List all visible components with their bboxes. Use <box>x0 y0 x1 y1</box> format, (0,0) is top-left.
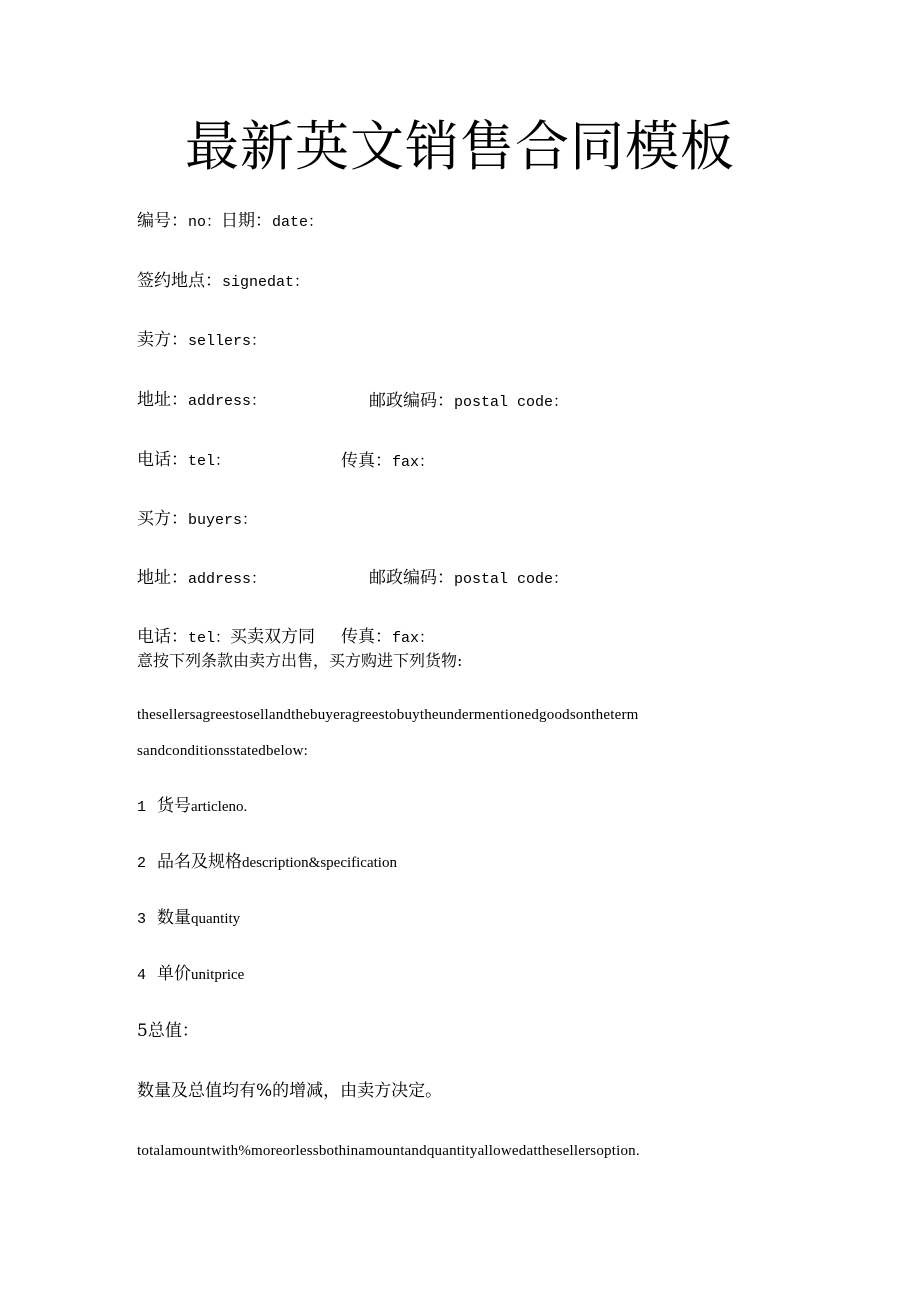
item-number: 1 <box>137 799 147 816</box>
signed-at-row <box>137 270 309 294</box>
tolerance-cn-row <box>137 1080 442 1102</box>
buyer-postal-label-en: postal code： <box>454 571 569 588</box>
buyer-tel-tail-cn: 买卖双方同 <box>230 627 316 647</box>
seller-address-label-en: address： <box>188 393 267 410</box>
buyer-fax-label-en: fax： <box>392 630 435 647</box>
signed-at-label-cn: 签约地点： <box>137 271 222 291</box>
date-label-en: date： <box>272 214 324 231</box>
number-label-en: no： <box>188 214 222 231</box>
seller-row <box>137 329 266 353</box>
item-label-en: description&specification <box>242 855 397 871</box>
item-label-cn: 单价 <box>157 964 191 984</box>
seller-postal-row <box>369 390 568 414</box>
buyer-tel-row <box>137 626 315 650</box>
item-label-en: unitprice <box>191 967 245 983</box>
item-label-en: quantity <box>191 911 241 927</box>
item-label-cn: 品名及规格 <box>157 852 242 872</box>
seller-fax-row <box>341 450 434 474</box>
total-value-label: 5总值： <box>137 1021 199 1041</box>
seller-address-label-cn: 地址： <box>137 390 188 410</box>
item-row <box>137 795 247 819</box>
buyer-fax-row <box>341 626 434 650</box>
seller-address-row <box>137 389 266 413</box>
agreement-en-line2: sandconditionsstatedbelow: <box>137 743 309 759</box>
signed-at-label-en: signedat： <box>222 274 310 291</box>
buyer-address-row <box>137 567 266 591</box>
buyer-address-label-cn: 地址： <box>137 568 188 588</box>
document-title: 最新英文销售合同模板 <box>185 115 735 178</box>
buyer-tel-label-cn: 电话： <box>137 627 188 647</box>
seller-postal-label-cn: 邮政编码： <box>369 391 454 411</box>
date-label-cn: 日期： <box>221 211 273 231</box>
tolerance-en-row: totalamountwith%moreorlessbothinamountandquantityallowedatthesellersoption. <box>137 1143 640 1159</box>
item-label-cn: 数量 <box>157 908 191 928</box>
agreement-en-line1: thesellersagreestosellandthebuyeragreestobuytheundermentionedgoodsontheterm <box>137 707 639 723</box>
tolerance-cn-text: 数量及总值均有%的增减，由卖方决定。 <box>137 1081 443 1101</box>
seller-label-en: sellers： <box>188 333 267 350</box>
buyer-postal-label-cn: 邮政编码： <box>369 568 454 588</box>
seller-fax-label-en: fax： <box>392 454 435 471</box>
item-row <box>137 851 397 875</box>
seller-tel-label-en: tel： <box>188 453 231 470</box>
item-label-en: articleno. <box>191 799 248 815</box>
buyer-fax-label-cn: 传真： <box>341 627 392 647</box>
seller-postal-label-en: postal code： <box>454 394 569 411</box>
buyer-label-en: buyers： <box>188 512 258 529</box>
buyer-address-label-en: address： <box>188 571 267 588</box>
seller-fax-label-cn: 传真： <box>341 451 392 471</box>
item-label-cn: 货号 <box>157 796 191 816</box>
agreement-cn-text: 意按下列条款由卖方出售，买方购进下列货物: <box>137 651 463 670</box>
item-number: 3 <box>137 911 147 928</box>
number-date-row <box>137 210 323 234</box>
agreement-cn <box>137 650 462 672</box>
buyer-label-cn: 买方： <box>137 509 188 529</box>
seller-tel-label-cn: 电话： <box>137 450 188 470</box>
buyer-postal-row <box>369 567 568 591</box>
item-row <box>137 907 240 931</box>
number-label-cn: 编号： <box>137 211 188 231</box>
buyer-tel-label-en: tel： <box>188 630 231 647</box>
item-row <box>137 963 244 987</box>
item-number: 2 <box>137 855 147 872</box>
buyer-row <box>137 508 257 532</box>
item-number: 4 <box>137 967 147 984</box>
total-value-row <box>137 1020 199 1042</box>
seller-label-cn: 卖方： <box>137 330 188 350</box>
seller-tel-row <box>137 449 230 473</box>
